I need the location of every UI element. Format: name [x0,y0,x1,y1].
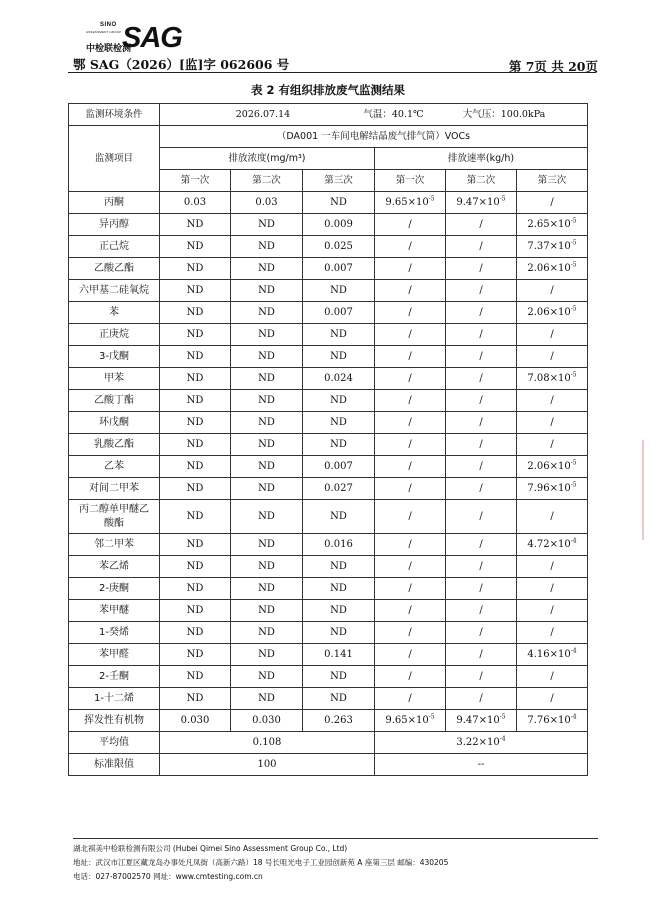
rate-cell: / [517,500,588,534]
run-header: 第二次 [231,170,303,192]
concentration-cell: ND [160,534,231,556]
rate-cell: / [375,368,446,390]
footer-address: 地址：武汉市江夏区藏龙岛办事处凡凤街（高新六路）18 号长咀光电子工业园创新苑 A 座第三层 邮编：430205 [73,858,449,867]
pollutant-name: 丙二醇单甲醚乙酸酯 [69,500,160,534]
concentration-cell: 0.007 [303,302,375,324]
rate-cell: / [517,556,588,578]
concentration-cell: 0.263 [303,710,375,732]
concentration-cell: ND [231,324,303,346]
rate-cell: / [517,390,588,412]
pollutant-name: 异丙醇 [69,214,160,236]
page-number: 第 7页 共 20页 [508,59,598,74]
rate-cell: / [517,412,588,434]
concentration-cell: ND [231,578,303,600]
concentration-cell: ND [303,324,375,346]
concentration-cell: 0.027 [303,478,375,500]
concentration-cell: ND [231,368,303,390]
average-row [69,732,588,754]
concentration-cell: ND [160,500,231,534]
pollutant-name: 2-庚酮 [69,578,160,600]
concentration-cell: ND [160,478,231,500]
env-row [69,104,588,126]
rate-cell: / [517,578,588,600]
rate-cell: / [446,578,517,600]
rate-cell: / [517,622,588,644]
rate-cell: / [446,302,517,324]
rate-cell: / [446,346,517,368]
footer-contact: 电话：027-87002570 网址：www.cmtesting.com.cn [73,872,263,881]
rate-cell: / [375,214,446,236]
concentration-cell: ND [231,236,303,258]
rate-cell: / [446,280,517,302]
rate-cell: $9.47\times 10^{-5}$ [446,710,517,732]
concentration-cell: ND [231,412,303,434]
rate-cell: $9.65\times 10^{-5}$ [375,710,446,732]
concentration-cell: ND [303,434,375,456]
rate-cell: / [375,478,446,500]
seal-stamp-edge [642,440,656,540]
footer-company: 湖北祺美中检联检测有限公司 (Hubei Qimei Sino Assessment Group Co., Ltd) [73,844,348,853]
pollutant-name: 邻二甲苯 [69,534,160,556]
concentration-cell: ND [303,622,375,644]
concentration-cell: ND [231,644,303,666]
concentration-cell: ND [231,346,303,368]
run-header: 第一次 [160,170,231,192]
average-row-rate: $3.22\times 10^{-4}$ [375,732,588,754]
concentration-cell: ND [231,478,303,500]
table-row [69,412,588,434]
rate-cell: / [446,666,517,688]
concentration-cell: ND [160,346,231,368]
concentration-cell: 0.009 [303,214,375,236]
concentration-cell: ND [160,412,231,434]
rate-cell: / [375,556,446,578]
pollutant-name: 丙酮 [69,192,160,214]
rate-cell: / [375,346,446,368]
concentration-cell: ND [160,258,231,280]
concentration-cell: ND [303,666,375,688]
rate-cell: / [446,434,517,456]
concentration-cell: ND [231,258,303,280]
rate-cell: / [375,412,446,434]
pollutant-name: 乙酸丁酯 [69,390,160,412]
rate-cell: / [446,600,517,622]
pollutant-name: 苯甲醚 [69,600,160,622]
concentration-cell: ND [303,412,375,434]
env-date: 2026.07.14 [235,109,291,120]
rate-cell: / [446,622,517,644]
table-row [69,302,588,324]
env-label: 监测环境条件 [69,104,160,126]
concentration-cell: 0.007 [303,258,375,280]
rate-cell: $2.06\times 10^{-5}$ [517,258,588,280]
pollutant-name: 乙酸乙酯 [69,258,160,280]
pollutant-name: 正庚烷 [69,324,160,346]
rate-cell: $4.16\times 10^{-4}$ [517,644,588,666]
limit-row [69,754,588,776]
source-header: （DA001 一车间电解结晶废气排气筒）VOCs [160,126,588,148]
concentration-cell: ND [160,236,231,258]
concentration-cell: ND [231,390,303,412]
concentration-cell: 0.03 [231,192,303,214]
rate-cell: / [446,368,517,390]
concentration-cell: ND [160,368,231,390]
concentration-cell: ND [303,390,375,412]
rate-cell: / [446,412,517,434]
pollutant-name: 苯 [69,302,160,324]
rate-cell: / [446,688,517,710]
pollutant-name: 苯乙烯 [69,556,160,578]
concentration-cell: ND [231,666,303,688]
table-row [69,556,588,578]
concentration-cell: ND [231,500,303,534]
pollutant-name: 环戊酮 [69,412,160,434]
pollutant-name: 3-戊酮 [69,346,160,368]
concentration-cell: ND [160,390,231,412]
table-row [69,236,588,258]
table-row [69,478,588,500]
pollutant-name: 挥发性有机物 [69,710,160,732]
rate-cell: / [375,644,446,666]
rate-cell: / [517,192,588,214]
rate-cell: / [517,346,588,368]
pollutant-name: 乳酸乙酯 [69,434,160,456]
rate-cell: / [517,434,588,456]
header-divider [68,72,596,73]
rate-cell: / [517,666,588,688]
table-row [69,578,588,600]
run-header: 第三次 [303,170,375,192]
rate-cell: / [446,556,517,578]
source-row [69,126,588,148]
rate-cell: / [375,434,446,456]
rate-cell: $2.65\times 10^{-5}$ [517,214,588,236]
table-row [69,600,588,622]
concentration-cell: ND [160,622,231,644]
run-header: 第二次 [446,170,517,192]
table-row [69,346,588,368]
rate-cell: $9.65\times 10^{-5}$ [375,192,446,214]
rate-cell: $4.72\times 10^{-4}$ [517,534,588,556]
rate-cell: / [446,390,517,412]
concentration-cell: ND [303,192,375,214]
concentration-cell: 0.030 [160,710,231,732]
concentration-cell: ND [231,556,303,578]
rate-cell: / [446,534,517,556]
concentration-cell: ND [231,280,303,302]
rate-cell: $2.06\times 10^{-5}$ [517,456,588,478]
concentration-cell: ND [160,600,231,622]
rate-cell: / [446,478,517,500]
rate-cell: / [446,214,517,236]
rate-cell: / [375,622,446,644]
concentration-cell: ND [231,302,303,324]
rate-cell: / [375,534,446,556]
pollutant-name: 六甲基二硅氧烷 [69,280,160,302]
rate-cell: / [375,600,446,622]
limit-row-label: 标准限值 [69,754,160,776]
rate-cell: / [375,666,446,688]
logo-sag: SAG [122,22,182,54]
concentration-cell: ND [231,688,303,710]
env-pressure: 大气压：100.0kPa [462,109,546,120]
concentration-cell: ND [231,214,303,236]
pollutant-name: 对间二甲苯 [69,478,160,500]
rate-cell: $7.08\times 10^{-5}$ [517,368,588,390]
rate-cell: / [375,578,446,600]
table-row [69,688,588,710]
table-row [69,710,588,732]
concentration-cell: ND [160,578,231,600]
concentration-cell: 0.141 [303,644,375,666]
rate-cell: $2.06\times 10^{-5}$ [517,302,588,324]
table-row [69,644,588,666]
pollutant-name: 甲苯 [69,368,160,390]
rate-cell: / [517,600,588,622]
table-row [69,534,588,556]
average-row-concentration: 0.108 [160,732,375,754]
table-row [69,622,588,644]
rate-cell: $7.96\times 10^{-5}$ [517,478,588,500]
limit-row-rate: -- [375,754,588,776]
table-row [69,192,588,214]
limit-row-concentration: 100 [160,754,375,776]
rate-cell: / [446,236,517,258]
table-row [69,434,588,456]
concentration-cell: 0.007 [303,456,375,478]
concentration-cell: ND [303,600,375,622]
concentration-cell: ND [231,600,303,622]
rate-cell: / [517,324,588,346]
concentration-cell: ND [160,214,231,236]
rate-cell: / [517,688,588,710]
concentration-cell: ND [160,302,231,324]
concentration-cell: 0.016 [303,534,375,556]
logo-assessment: ASSESSMENT GROUP [86,30,122,34]
table-row [69,390,588,412]
pollutant-name: 2-壬酮 [69,666,160,688]
concentration-cell: 0.025 [303,236,375,258]
table-row [69,666,588,688]
rate-cell: $7.37\times 10^{-5}$ [517,236,588,258]
concentration-cell: ND [303,500,375,534]
rate-cell: / [375,500,446,534]
average-row-label: 平均值 [69,732,160,754]
concentration-cell: ND [160,644,231,666]
rate-cell: / [375,302,446,324]
rate-cell: / [446,644,517,666]
rate-cell: / [375,324,446,346]
concentration-cell: ND [303,280,375,302]
rate-cell: / [517,280,588,302]
pollutant-name: 1-癸烯 [69,622,160,644]
concentration-cell: ND [303,556,375,578]
item-label: 监测项目 [69,126,160,192]
concentration-cell: ND [231,534,303,556]
rate-cell: / [375,456,446,478]
pollutant-name: 乙苯 [69,456,160,478]
concentration-cell: ND [160,666,231,688]
pollutant-name: 1-十二烯 [69,688,160,710]
company-logo [86,22,186,56]
concentration-cell: ND [303,578,375,600]
logo-chinese: 中检联检测 [86,44,132,54]
table-row [69,500,588,534]
rate-cell: / [446,500,517,534]
table-row [69,214,588,236]
table-row [69,456,588,478]
results-table-body [69,104,588,776]
concentration-cell: ND [303,346,375,368]
table-row [69,280,588,302]
concentration-cell: ND [231,434,303,456]
run-header: 第三次 [517,170,588,192]
concentration-cell: ND [160,280,231,302]
table-title: 表 2 有组织排放废气监测结果 [250,83,405,97]
rate-cell: / [375,236,446,258]
document-number: 鄂 SAG（2026）[监]字 062606 号 [73,57,290,72]
rate-cell: / [446,456,517,478]
concentration-cell: ND [231,456,303,478]
env-conditions [160,104,588,126]
results-table [68,103,588,776]
concentration-cell: ND [160,434,231,456]
table-row [69,258,588,280]
rate-cell: / [375,390,446,412]
table-row [69,368,588,390]
concentration-cell: ND [231,622,303,644]
concentration-cell: 0.030 [231,710,303,732]
table-row [69,324,588,346]
rate-cell: / [375,280,446,302]
concentration-cell: ND [160,556,231,578]
run-header: 第一次 [375,170,446,192]
footer-divider [73,838,598,839]
pollutant-name: 苯甲醛 [69,644,160,666]
rate-cell: / [375,688,446,710]
logo-sino: SINO [100,22,117,28]
concentration-header: 排放浓度(mg/m³) [160,148,375,170]
rate-cell: / [375,258,446,280]
concentration-cell: ND [160,324,231,346]
pollutant-name: 正己烷 [69,236,160,258]
env-temp: 气温：40.1℃ [363,109,424,120]
rate-header: 排放速率(kg/h) [375,148,588,170]
rate-cell: / [446,258,517,280]
concentration-cell: ND [303,688,375,710]
concentration-cell: ND [160,688,231,710]
concentration-cell: 0.03 [160,192,231,214]
concentration-cell: 0.024 [303,368,375,390]
rate-cell: $7.76\times 10^{-4}$ [517,710,588,732]
rate-cell: / [446,324,517,346]
concentration-cell: ND [160,456,231,478]
rate-cell: $9.47\times 10^{-5}$ [446,192,517,214]
